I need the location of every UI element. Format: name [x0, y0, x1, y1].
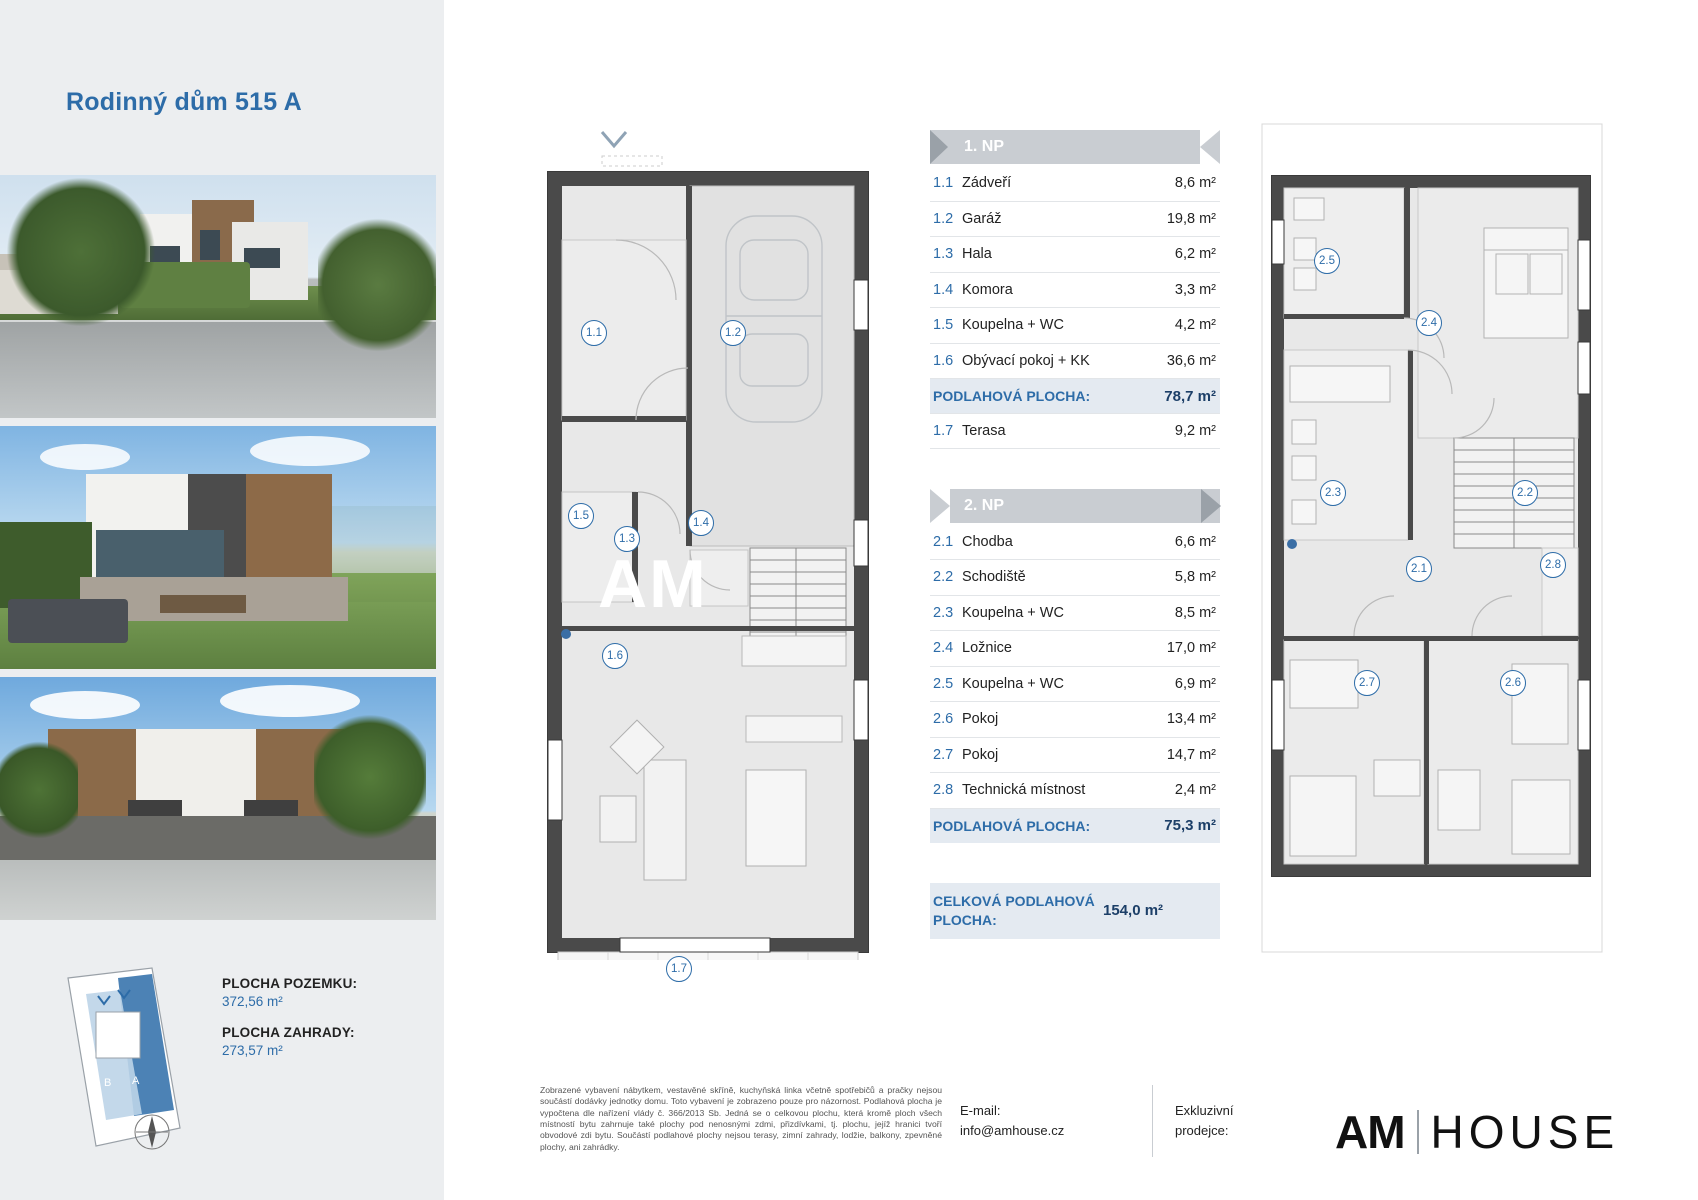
logo-divider [1417, 1110, 1419, 1154]
table-row [930, 308, 1220, 344]
room-area: 9,2 m² [1174, 422, 1216, 439]
amhouse-logo [1335, 1085, 1619, 1175]
room-area: 19,8 m² [1166, 210, 1216, 227]
room-name: Chodba [962, 533, 1013, 550]
table-row [930, 413, 1220, 449]
svg-text:B: B [104, 1077, 112, 1089]
room-name: Hala [962, 246, 992, 263]
watermark: AM [598, 546, 708, 622]
room-area: 14,7 m² [1166, 746, 1216, 763]
room-tag-1-1: 1.1 [581, 320, 607, 346]
triangle-right-icon [1201, 489, 1221, 523]
room-number: 2.6 [933, 711, 954, 728]
plot-info-block [56, 960, 426, 1160]
logo-house-text: HOUSE [1430, 1106, 1620, 1158]
room-area: 6,2 m² [1174, 246, 1216, 263]
table-row [930, 237, 1220, 273]
room-number: 2.5 [933, 675, 954, 692]
page-title: Rodinný dům 515 A [66, 88, 302, 116]
room-number: 1.6 [933, 352, 954, 369]
room-area: 5,8 m² [1174, 569, 1216, 586]
floor1-total-row [930, 379, 1220, 413]
exclusive-seller-block [1175, 1085, 1295, 1175]
grand-total-value: 154,0 m² [1103, 902, 1164, 919]
floor1-total-value: 78,7 m² [1164, 387, 1216, 405]
room-tag-1-3: 1.3 [614, 526, 640, 552]
contact-block [960, 1085, 1130, 1175]
floorplan-2np [1258, 120, 1618, 960]
room-tag-1-7: 1.7 [666, 956, 692, 982]
plot-diagram [56, 960, 216, 1160]
exclusive-value: prodejce: [1175, 1123, 1229, 1139]
renderings-stack [0, 175, 436, 928]
table-row [930, 738, 1220, 774]
room-area: 6,9 m² [1174, 675, 1216, 692]
room-name: Pokoj [962, 746, 999, 763]
room-name: Ložnice [962, 640, 1012, 657]
floor2-heading-label: 2. NP [964, 496, 1005, 514]
room-number: 1.7 [933, 422, 954, 439]
room-name: Zádveří [962, 175, 1012, 192]
room-area: 2,4 m² [1174, 782, 1216, 799]
room-number: 2.3 [933, 604, 954, 621]
footer [540, 1085, 1670, 1175]
room-name: Pokoj [962, 711, 999, 728]
room-number: 1.2 [933, 210, 954, 227]
table-row [930, 202, 1220, 238]
room-tag-2-6: 2.6 [1500, 670, 1526, 696]
room-area: 8,5 m² [1174, 604, 1216, 621]
area-tables [930, 130, 1220, 939]
room-tag-1-2: 1.2 [720, 320, 746, 346]
room-name: Komora [962, 281, 1013, 298]
floor1-total-label: PODLAHOVÁ PLOCHA: [933, 388, 1091, 404]
svg-text:A: A [132, 1075, 140, 1087]
room-area: 36,6 m² [1166, 352, 1216, 369]
room-tag-2-7: 2.7 [1354, 670, 1380, 696]
email-value[interactable]: info@amhouse.cz [960, 1123, 1065, 1139]
room-number: 2.7 [933, 746, 954, 763]
table-row [930, 525, 1220, 561]
email-label: E-mail: [960, 1103, 1001, 1118]
room-number: 1.4 [933, 281, 954, 298]
room-area: 8,6 m² [1174, 175, 1216, 192]
room-name: Garáž [962, 210, 1002, 227]
room-number: 1.1 [933, 175, 954, 192]
floor2-total-value: 75,3 m² [1164, 817, 1216, 834]
room-number: 2.1 [933, 533, 954, 550]
room-name: Koupelna + WC [962, 675, 1064, 692]
room-tag-2-8: 2.8 [1540, 552, 1566, 578]
room-name: Terasa [962, 422, 1006, 439]
room-area: 17,0 m² [1166, 640, 1216, 657]
room-tag-2-5: 2.5 [1314, 248, 1340, 274]
grand-total-row [930, 883, 1220, 939]
rendering-street-view [0, 175, 436, 418]
table-row [930, 631, 1220, 667]
floor2-total-label: PODLAHOVÁ PLOCHA: [933, 817, 1091, 834]
garden-area-label: PLOCHA ZAHRADY: [222, 1025, 355, 1040]
room-name: Obývací pokoj + KK [962, 352, 1090, 369]
table-row [930, 702, 1220, 738]
rendering-garden-view [0, 426, 436, 669]
room-tag-1-6: 1.6 [602, 643, 628, 669]
room-name: Technická místnost [962, 782, 1086, 799]
room-name: Koupelna + WC [962, 317, 1064, 334]
rendering-front-facade [0, 677, 436, 920]
room-tag-2-1: 2.1 [1406, 556, 1432, 582]
room-tag-2-4: 2.4 [1416, 310, 1442, 336]
room-tag-1-4: 1.4 [688, 510, 714, 536]
room-area: 6,6 m² [1174, 533, 1216, 550]
room-name: Koupelna + WC [962, 604, 1064, 621]
logo-am-text: AM [1335, 1106, 1405, 1158]
room-tag-2-3: 2.3 [1320, 480, 1346, 506]
floor2-total-row [930, 809, 1220, 843]
room-tag-1-5: 1.5 [568, 503, 594, 529]
plot-area-label: PLOCHA POZEMKU: [222, 976, 358, 991]
triangle-left-icon [930, 130, 948, 164]
exclusive-label: Exkluzivní [1175, 1103, 1234, 1118]
room-tag-2-2: 2.2 [1512, 480, 1538, 506]
room-number: 2.8 [933, 782, 954, 799]
room-number: 2.4 [933, 640, 954, 657]
grand-total-label: CELKOVÁ PODLAHOVÁ PLOCHA: [933, 892, 1095, 928]
floor1-heading [930, 130, 1220, 164]
table-row [930, 273, 1220, 309]
room-area: 4,2 m² [1174, 317, 1216, 334]
room-area: 13,4 m² [1166, 711, 1216, 728]
table-row [930, 560, 1220, 596]
table-row [930, 667, 1220, 703]
room-number: 1.3 [933, 246, 954, 263]
table-row [930, 344, 1220, 380]
table-row [930, 773, 1220, 809]
floor1-heading-label: 1. NP [964, 138, 1005, 155]
floorplan-1np-drawing [540, 120, 890, 960]
room-number: 2.2 [933, 569, 954, 586]
garden-area-value: 273,57 m² [222, 1043, 283, 1058]
floorplan-2np-drawing [1258, 120, 1618, 960]
table-row [930, 166, 1220, 202]
legal-disclaimer: Zobrazené vybavení nábytkem, vestavěné skříně, kuchyňská linka včetně spotřebičů a pračky nejsou součástí dodávky jednotky domu. Toto vybavení je zobrazeno pouze pro názornost. Podlahová plocha je vypočtena dle nařízení vlády č. 366/2013 Sb. Jedná se o celkovou plochu, která kromě ploch všech místností bytu zahrnuje také plochy pod nenosnými zdmi, přizdívkami, tj. plochu, jejíž hranici tvoří obvodové zdi bytu. Součástí podlahové plochy nejsou terasy, zimní zahrady, lodžie, balkony, zpevněné plochy, ani zahrádky. [540, 1085, 942, 1152]
floorplan-1np [540, 120, 890, 975]
room-number: 1.5 [933, 317, 954, 334]
floor2-heading [930, 489, 1220, 523]
plot-area-value: 372,56 m² [222, 994, 283, 1009]
table-row [930, 596, 1220, 632]
footer-divider [1152, 1085, 1153, 1157]
left-sidebar [0, 0, 444, 1200]
room-name: Schodiště [962, 569, 1026, 586]
room-area: 3,3 m² [1174, 281, 1216, 298]
